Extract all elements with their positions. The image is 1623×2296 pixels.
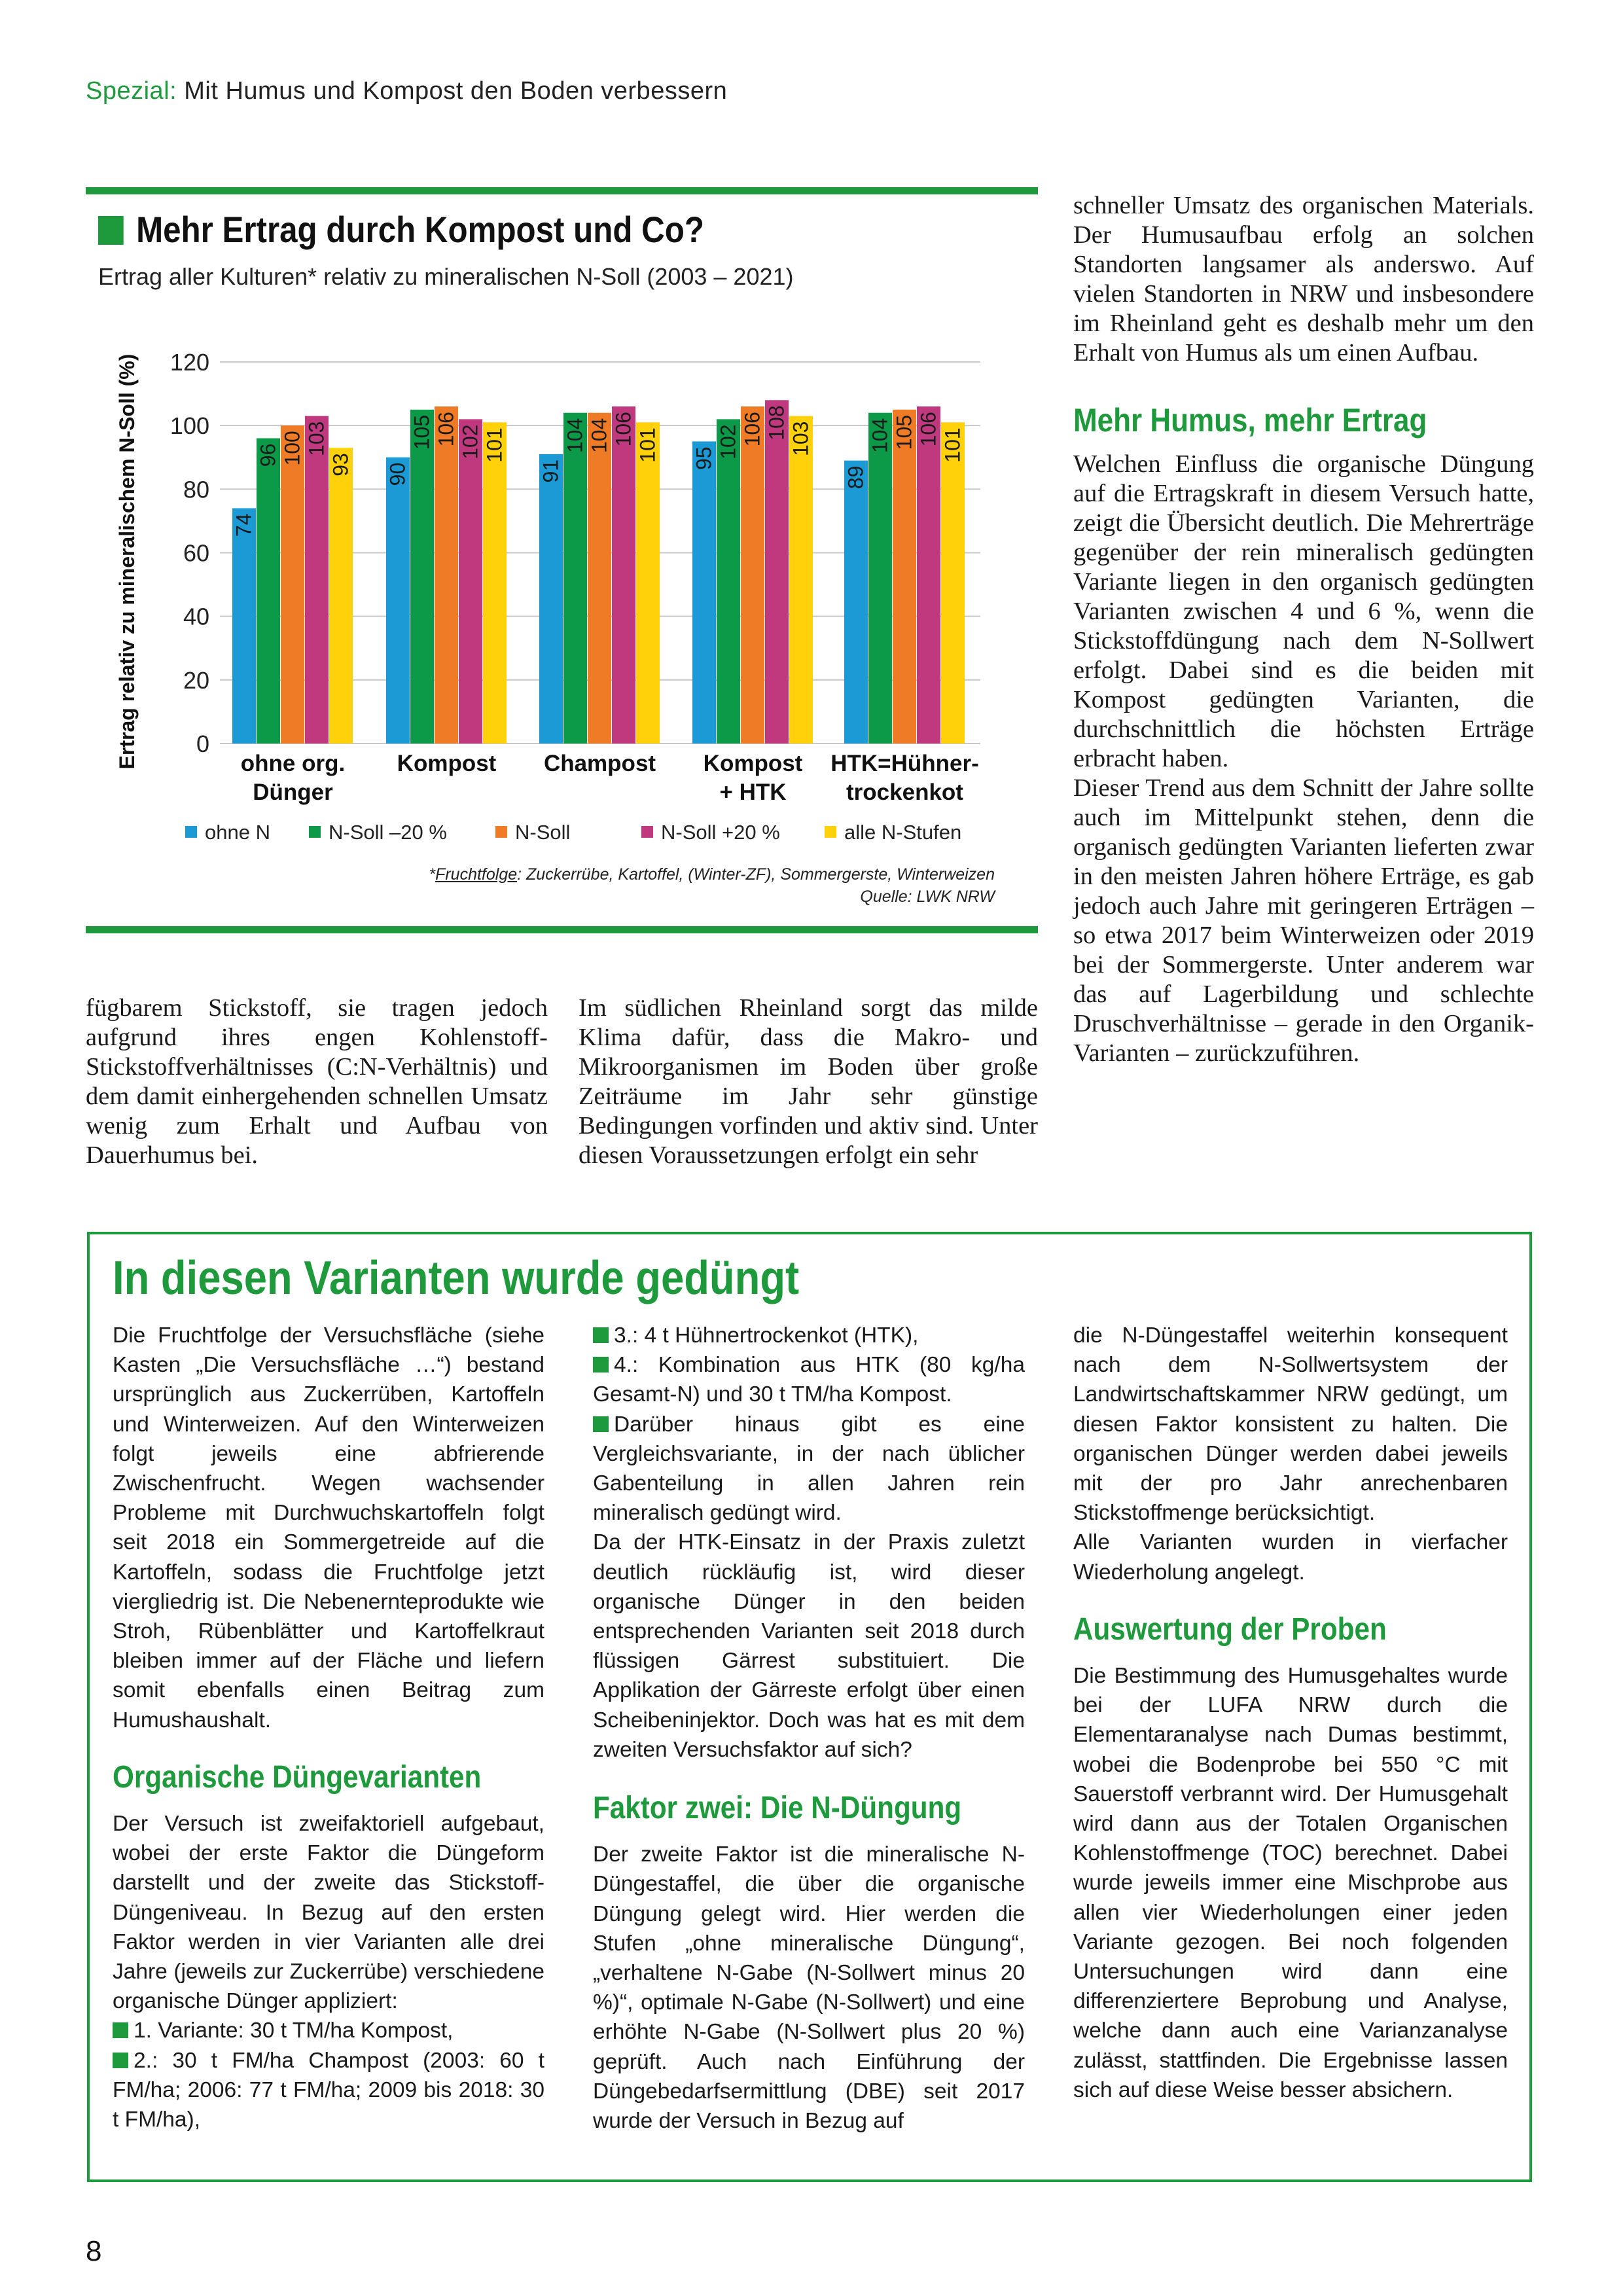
legend-swatch (185, 826, 197, 838)
list-item (593, 1350, 1025, 1409)
article-column-1 (86, 994, 548, 1170)
x-category-label: HTK=Hühner- (830, 751, 979, 776)
page-number: 8 (86, 2235, 102, 2267)
box-subheading: Faktor zwei: Die N-Düngung (593, 1791, 962, 1826)
bar-data-label: 106 (434, 412, 458, 447)
bar-data-label: 93 (329, 453, 353, 476)
bar (232, 508, 256, 744)
legend-swatch (309, 826, 321, 838)
article-paragraph: fügbarem Stickstoff, sie tragen jedoch aufgrund ihres engen Kohlenstoff-Stickstoffverhältnisses (C:N-Verhältnis) und dem damit einhergehenden schnellen Umsatz wenig zum Erhalt und Aufbau von Dauerhumus bei. (86, 994, 548, 1169)
x-category-label: ohne org. (240, 751, 346, 776)
bar (588, 413, 611, 744)
bar (941, 422, 965, 744)
bar (612, 406, 635, 744)
legend-label: ohne N (205, 821, 270, 844)
bar-data-label: 102 (458, 424, 482, 459)
list-item-text: 1. Variante: 30 t TM/ha Kompost, (134, 2018, 454, 2043)
article-paragraph: Dieser Trend aus dem Schnitt der Jahre sollte auch im Mittelpunkt stehen, denn die organisch gedüngten Varianten lieferten zwar in den meisten Jahren höhere Erträge, es gab jedoch auch Jahre mit geringeren Erträgen – so etwa 2017 beim Winterweizen oder 2019 bei der Sommergerste. Unter anderem war das auf Lagerbildung und schlechte Druschverhältnisse – gerade in den Organik-Varianten – zurückzuführen. (1073, 774, 1534, 1067)
bar (741, 406, 764, 744)
chart-subtitle: Ertrag aller Kulturen* relativ zu mineralischen N-Soll (2003 – 2021) (98, 263, 794, 290)
bar-data-label: 104 (868, 418, 892, 454)
bar-data-label: 101 (940, 427, 965, 463)
article-paragraph: Im südlichen Rheinland sorgt das milde Klima dafür, dass die Makro- und Mikroorganismen im Boden über große Zeiträume im Jahr sehr günstige Bedingungen vorfinden und aktiv sind. Unter diesen Voraussetzungen erfolgt ein sehr (579, 994, 1038, 1169)
y-tick-label: 80 (183, 476, 209, 503)
y-tick-label: 0 (196, 730, 209, 757)
bar (459, 419, 482, 744)
y-tick-label: 20 (183, 666, 209, 694)
bar (539, 454, 563, 744)
legend-swatch (825, 826, 836, 838)
legend-label: alle N-Stufen (844, 821, 962, 844)
bar-data-label: 106 (740, 412, 764, 447)
y-tick-label: 100 (169, 412, 209, 440)
box-paragraph: Der zweite Faktor ist die mineralische N-Düngestaffel, die über die organische Düngung gelegt wird. Hier werden die Stufen „ohne mineralische Düngung“, „verhaltene N-Gabe (N-Sollwert minus 20 %)“, optimale N-Gabe (N-Sollwert) und eine erhöhte N-Gabe (N-Sollwert plus 20 %) geprüft. Auch nach Einführung der Düngebedarfsermittlung (DBE) seit 2017 wurde der Versuch in Bezug auf (593, 1842, 1025, 2134)
bar-data-label: 105 (892, 414, 916, 450)
bar (636, 422, 660, 744)
box-paragraph: Alle Varianten wurden in vierfacher Wiederholung angelegt. (1073, 1530, 1508, 1585)
x-category-label: Champost (543, 751, 656, 776)
box-subheading: Organische Düngevarianten (113, 1759, 482, 1795)
x-category-label: Dünger (253, 780, 333, 805)
box-paragraph: Die Bestimmung des Humusgehaltes wurde bei der LUFA NRW durch die Elementaranalyse nach Dumas bestimmt, wobei die Bodenprobe bei 550 °C mit Sauerstoff verbrannt wird. Der Humusgehalt wird dann aus der Totalen Organischen Kohlenstoffmenge (TOC) berechnet. Dabei wurde jeweils immer eine Mischprobe aus allen vier Wiederholungen einer jeden Variante gezogen. Bei noch folgenden Untersuchungen wird dann eine differenziertere Beprobung und Analyse, welche dann auch eine Varianzanalyse zulässt, stattfinden. Die Ergebnisse lassen sich auf diese Weise besser absichern. (1073, 1664, 1508, 2102)
box-paragraph: Der Versuch ist zweifaktoriell aufgebaut, wobei der erste Faktor die Düngeform darstellt und der zweite das Stickstoff-Düngeniveau. In Bezug auf den ersten Faktor werden in vier Varianten alle drei Jahre (jeweils zur Zuckerrübe) verschiedene organische Dünger appliziert: (113, 1812, 544, 2014)
bar (789, 416, 813, 744)
bar-data-label: 102 (716, 424, 740, 459)
bar (281, 425, 304, 744)
list-item (593, 1410, 1025, 1528)
bar-data-label: 89 (844, 465, 868, 490)
list-item-text: 4.: Kombination aus HTK (80 kg/ha Gesamt-N) und 30 t TM/ha Kompost. (593, 1353, 1025, 1407)
chart-y-axis-label: Ertrag relativ zu mineralischem N-Soll (%) (115, 353, 139, 770)
bar-chart (0, 0, 1047, 929)
legend-label: N-Soll (515, 821, 571, 844)
chart-bottom-rule (86, 926, 1038, 933)
bar-data-label: 101 (482, 427, 507, 463)
chart-footnote (275, 865, 995, 884)
legend-swatch (641, 826, 653, 838)
bar-data-label: 96 (256, 443, 280, 467)
bar (765, 400, 789, 744)
bar-data-label: 91 (539, 459, 563, 483)
bar (435, 406, 458, 744)
legend-label: N-Soll –20 % (329, 821, 447, 844)
bar-data-label: 106 (916, 412, 940, 447)
bar-data-label: 108 (764, 405, 789, 440)
y-tick-label: 60 (183, 539, 209, 567)
bar-data-label: 103 (304, 421, 329, 456)
legend-label: N-Soll +20 % (661, 821, 780, 844)
bar-data-label: 103 (789, 421, 813, 456)
header-prefix: Spezial: (86, 77, 177, 105)
list-item (113, 2016, 544, 2045)
bar-data-label: 90 (385, 462, 410, 486)
section-heading: Mehr Humus, mehr Ertrag (1073, 402, 1427, 439)
list-item-text: Darüber hinaus gibt es eine Vergleichsvariante, in der nach üblicher Gabenteilung in allen Jahren rein mineralisch gedüngt wird. (593, 1412, 1025, 1526)
chart-source: Quelle: LWK NRW (860, 888, 995, 906)
footnote-prefix: * (429, 865, 436, 884)
footnote-rest: : Zuckerrübe, Kartoffel, (Winter-ZF), Sommergerste, Winterweizen (517, 865, 995, 884)
box-paragraph: Da der HTK-Einsatz in der Praxis zuletzt deutlich rückläufig ist, wird dieser organische Dünger in den beiden entsprechenden Varianten seit 2018 durch flüssigen Gärrest substituiert. Die Applikation der Gärreste erfolgt über einen Scheibeninjektor. Doch was hat es mit dem zweiten Versuchsfaktor auf sich? (593, 1530, 1025, 1762)
y-tick-label: 120 (169, 349, 209, 376)
footnote-link: Fruchtfolge (435, 865, 518, 884)
bar (305, 416, 329, 744)
bar-data-label: 106 (611, 412, 635, 447)
bullet-square-icon (113, 2022, 128, 2038)
bar (563, 413, 587, 744)
box-paragraph: Die Fruchtfolge der Versuchsfläche (siehe Kasten „Die Versuchsfläche …“) bestand ursprünglich aus Zuckerrüben, Kartoffeln und Winterweizen. Auf den Winterweizen folgt jeweils eine abfrierende Zwischenfrucht. Wegen wachsender Probleme mit Durchwuchskartoffeln folgt seit 2018 ein Sommergetreide auf die Kartoffeln, sodass die Fruchtfolge jetzt viergliedrig ist. Die Nebenernteprodukte wie Stroh, Rübenblätter und Kartoffelkraut bleiben immer auf der Fläche und liefern somit ebenfalls einen Beitrag zum Humushaushalt. (113, 1323, 544, 1732)
box-column-2 (593, 1321, 1025, 2136)
y-tick-label: 40 (183, 603, 209, 630)
info-box-title: In diesen Varianten wurde gedüngt (113, 1252, 800, 1304)
list-item (593, 1321, 1025, 1350)
article-paragraph: Welchen Einfluss die organische Düngung auf die Ertragskraft in diesem Versuch hatte, zeigt die Übersicht deutlich. Die Mehrerträge gegenüber der rein mineralisch gedüngten Variante liegen in den organisch gedüngten Varianten zwischen 4 und 6 %, wenn die Stickstoffdüngung nach dem N-Sollwert erfolgt. Dabei sind es die beiden mit Kompost gedüngten Varianten, die durchschnittlich die höchsten Erträge erbracht haben. (1073, 450, 1534, 772)
bar (386, 457, 410, 744)
bar (844, 461, 868, 744)
bullet-square-icon (593, 1327, 609, 1343)
bar-data-label: 104 (587, 418, 611, 454)
box-paragraph: die N-Düngestaffel weiterhin konsequent nach dem N-Sollwertsystem der Landwirtschaftskammer NRW gedüngt, um diesen Faktor konsistent zu halten. Die organischen Dünger werden dabei jeweils mit der pro Jahr anrechenbaren Stickstoffmenge berücksichtigt. (1073, 1323, 1508, 1526)
box-column-1 (113, 1321, 544, 2134)
bar-data-label: 95 (692, 446, 716, 471)
box-column-3 (1073, 1321, 1508, 2105)
bar (329, 448, 353, 744)
bullet-square-icon (593, 1357, 609, 1372)
bar (868, 413, 892, 744)
box-subheading: Auswertung der Proben (1073, 1611, 1387, 1647)
list-item-text: 2.: 30 t FM/ha Champost (2003: 60 t FM/ha; 2006: 77 t FM/ha; 2009 bis 2018: 30 t FM/ha), (113, 2048, 544, 2132)
header-title: Mit Humus und Kompost den Boden verbessern (184, 77, 728, 105)
bar (917, 406, 940, 744)
legend-swatch (495, 826, 507, 838)
article-column-3 (1073, 191, 1534, 1068)
chart-heading-text: Mehr Ertrag durch Kompost und Co? (136, 209, 704, 250)
bar (410, 410, 434, 744)
x-category-label: Kompost (703, 751, 803, 776)
bar-data-label: 105 (410, 414, 434, 450)
x-category-label: Kompost (397, 751, 497, 776)
bar-data-label: 100 (280, 431, 304, 466)
x-category-label: trockenkot (846, 780, 963, 805)
bullet-square-icon (593, 1416, 609, 1432)
x-category-label: + HTK (719, 780, 787, 805)
bar (692, 441, 716, 744)
bar (483, 422, 507, 744)
bar (893, 410, 916, 744)
article-column-2 (579, 994, 1038, 1170)
bar-data-label: 74 (232, 513, 256, 537)
list-item-text: 3.: 4 t Hühnertrockenkot (HTK), (614, 1323, 919, 1348)
bullet-square-icon (113, 2053, 128, 2068)
bar-data-label: 101 (635, 427, 660, 463)
article-paragraph: schneller Umsatz des organischen Materials. Der Humusaufbau erfolg an solchen Standorten langsamer als anderswo. Auf vielen Standorten in NRW und insbesondere im Rheinland geht es deshalb mehr um den Erhalt von Humus als um einen Aufbau. (1073, 192, 1534, 367)
bar (717, 419, 740, 744)
bar-data-label: 104 (563, 418, 587, 454)
list-item (113, 2046, 544, 2135)
bar (257, 439, 280, 744)
